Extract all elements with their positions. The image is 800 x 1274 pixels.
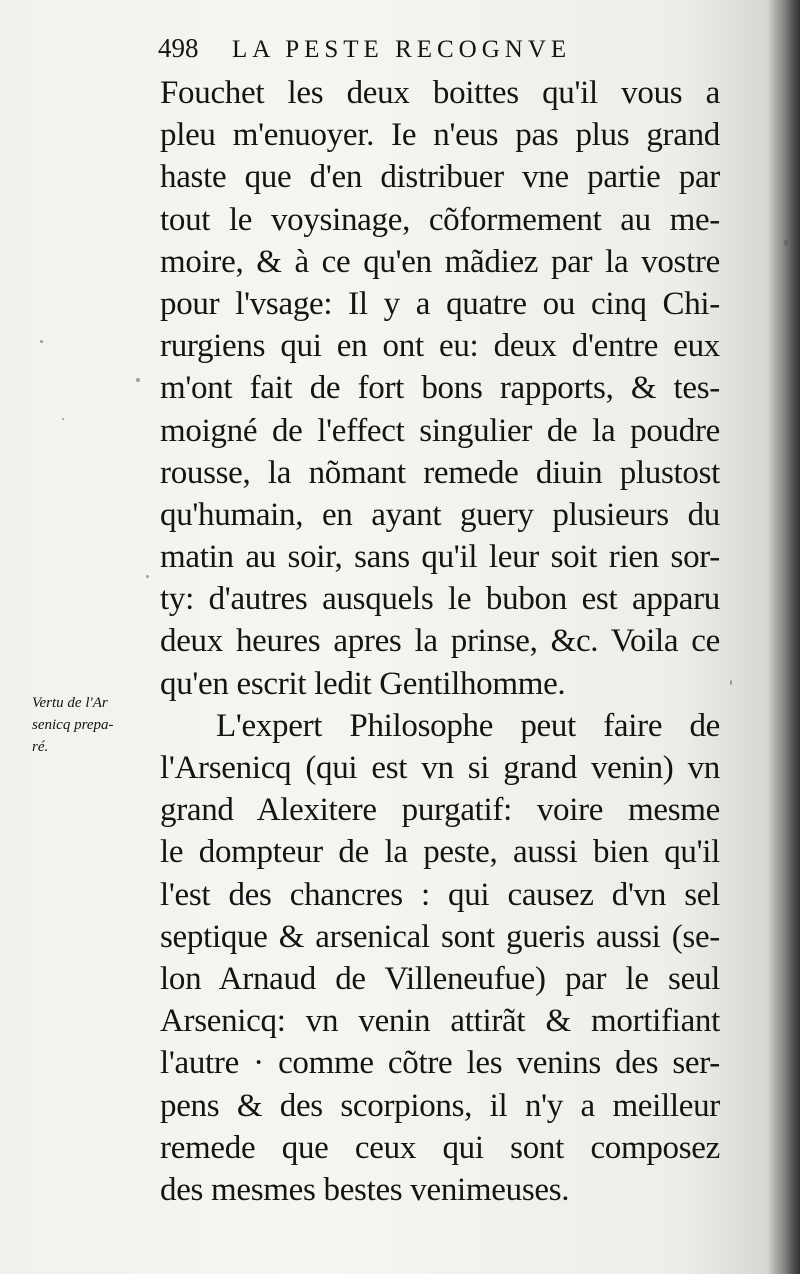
text-line: Fouchet les deux boittes qu'il vous a — [160, 75, 720, 111]
running-head — [158, 30, 718, 66]
paper-speck — [136, 378, 140, 382]
text-line: grand Alexitere purgatif: voire mesme — [160, 792, 720, 829]
text-line: lon Arnaud de Villeneufue) par le seul — [160, 960, 720, 997]
text-line: l'Arsenicq (qui est vn si grand venin) vn — [160, 750, 720, 786]
text-line: rurgiens qui en ont eu: deux d'entre eux — [160, 328, 720, 365]
paragraph-first-line: L'expert Philosophe peut faire de — [216, 707, 720, 744]
margin-note-line: ré. — [32, 739, 49, 755]
text-line: moire, & à ce qu'en mãdiez par la vostre — [160, 243, 720, 280]
text-line: remede que ceux qui sont composez — [160, 1129, 720, 1166]
paper-speck — [146, 575, 149, 578]
margin-note — [32, 692, 160, 758]
text-line: deux heures apres la prinse, &c. Voila ce — [160, 623, 720, 660]
text-line: ty: d'autres ausquels le bubon est apparu — [160, 581, 720, 618]
text-line: matin au soir, sans qu'il leur soit rien sor- — [160, 539, 720, 576]
text-line: l'autre · comme cõtre les venins des ser- — [160, 1045, 720, 1082]
margin-note-line: senicq prepa- — [32, 717, 114, 733]
text-line: septique & arsenical sont gueris aussi (se- — [160, 918, 720, 955]
margin-note-line: Vertu de l'Ar — [32, 695, 108, 711]
text-line: des mesmes bestes venimeuses. — [160, 1171, 570, 1208]
text-line: haste que d'en distribuer vne partie par — [160, 159, 720, 196]
text-line: moigné de l'effect singulier de la poudre — [160, 412, 720, 449]
text-line: m'ont fait de fort bons rapports, & tes- — [160, 370, 720, 407]
text-line: pleu m'enuoyer. Ie n'eus pas plus grand — [160, 117, 720, 154]
paper-speck — [730, 680, 732, 685]
text-line: Arsenicq: vn venin attirãt & mortifiant — [160, 1003, 720, 1040]
text-line: pour l'vsage: Il y a quatre ou cinq Chi- — [160, 285, 720, 322]
body-text — [160, 72, 720, 1211]
paper-speck — [40, 340, 43, 343]
text-line: rousse, la nõmant remede diuin plustost — [160, 454, 720, 491]
text-line: le dompteur de la peste, aussi bien qu'il — [160, 834, 720, 871]
page-edge-shadow — [766, 0, 800, 1274]
text-line: qu'humain, en ayant guery plusieurs du — [160, 496, 720, 533]
text-line: l'est des chancres : qui causez d'vn sel — [160, 876, 720, 913]
text-line: qu'en escrit ledit Gentilhomme. — [160, 665, 566, 702]
text-line: tout le voysinage, cõformement au me- — [160, 201, 720, 238]
paper-speck — [784, 240, 788, 246]
text-line: pens & des scorpions, il n'y a meilleur — [160, 1087, 720, 1124]
running-title: LA PESTE RECOGNVE — [232, 36, 572, 63]
paper-speck — [62, 418, 64, 420]
page-number: 498 — [158, 33, 199, 63]
